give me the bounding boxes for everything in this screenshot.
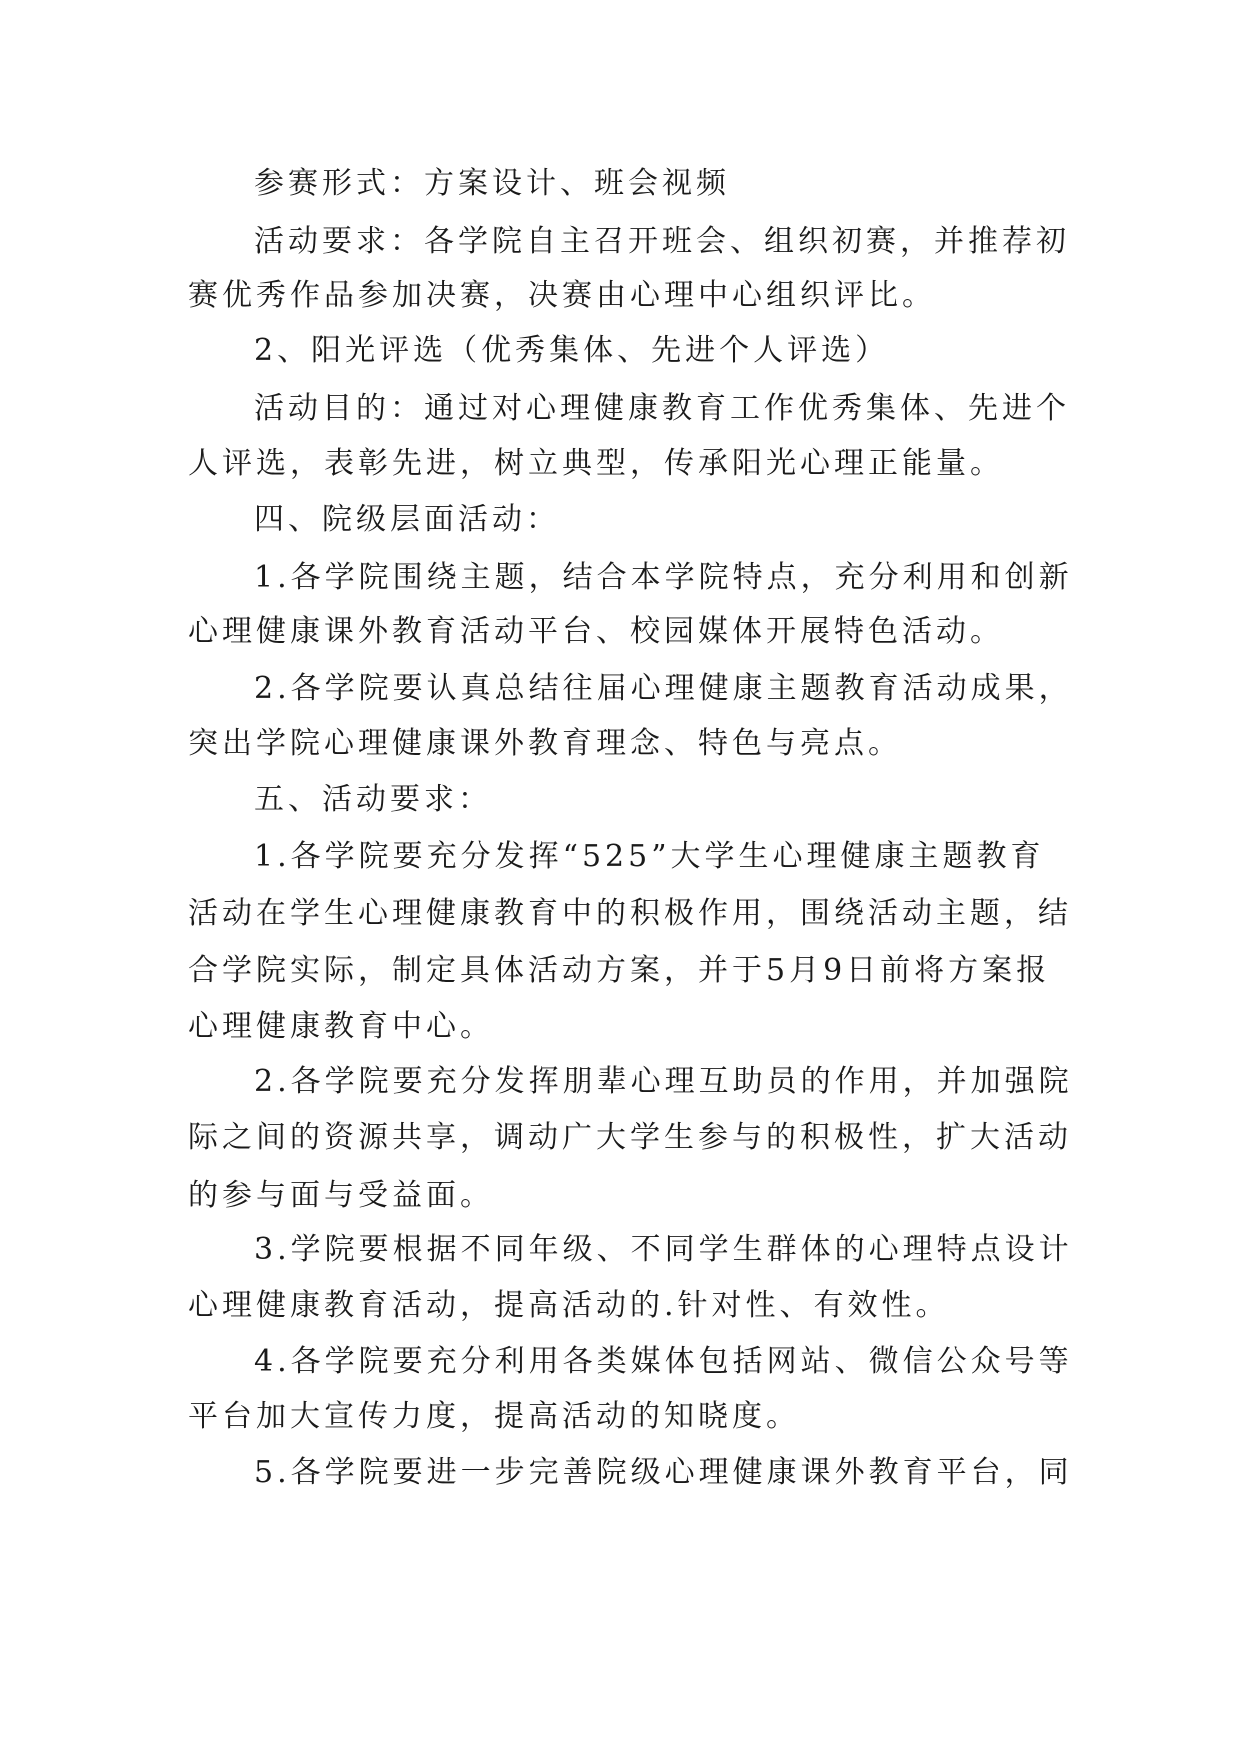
text-line: 突出学院心理健康课外教育理念、特色与亮点。 [188, 726, 902, 761]
text-line: 合学院实际，制定具体活动方案，并于5月9日前将方案报 [188, 953, 1051, 988]
text-line: 四、院级层面活动： [254, 502, 560, 537]
text-line: 活动在学生心理健康教育中的积极作用，围绕活动主题，结 [188, 896, 1072, 931]
text-line: 2.各学院要充分发挥朋辈心理互助员的作用，并加强院 [254, 1064, 1073, 1099]
text-line: 际之间的资源共享，调动广大学生参与的积极性，扩大活动 [188, 1120, 1072, 1155]
text-line: 4.各学院要充分利用各类媒体包括网站、微信公众号等 [254, 1344, 1073, 1379]
text-line: 1.各学院围绕主题，结合本学院特点，充分利用和创新 [254, 560, 1073, 595]
text-line: 心理健康教育中心。 [188, 1009, 494, 1044]
text-line: 参赛形式：方案设计、班会视频 [254, 166, 730, 201]
text-line: 的参与面与受益面。 [188, 1178, 494, 1213]
text-line: 心理健康教育活动，提高活动的.针对性、有效性。 [188, 1288, 950, 1323]
text-line: 2.各学院要认真总结往届心理健康主题教育活动成果， [254, 671, 1073, 706]
text-line: 1.各学院要充分发挥“525”大学生心理健康主题教育 [254, 839, 1045, 874]
text-line: 平台加大宣传力度，提高活动的知晓度。 [188, 1399, 800, 1434]
text-line: 人评选，表彰先进，树立典型，传承阳光心理正能量。 [188, 446, 1004, 481]
text-line: 5.各学院要进一步完善院级心理健康课外教育平台，同 [254, 1455, 1073, 1490]
text-line: 活动目的：通过对心理健康教育工作优秀集体、先进个 [254, 391, 1070, 426]
text-line: 五、活动要求： [254, 782, 492, 817]
text-line: 3.学院要根据不同年级、不同学生群体的心理特点设计 [254, 1232, 1073, 1267]
text-line: 2、阳光评选（优秀集体、先进个人评选） [254, 333, 890, 368]
text-line: 赛优秀作品参加决赛，决赛由心理中心组织评比。 [188, 278, 936, 313]
text-line: 活动要求：各学院自主召开班会、组织初赛，并推荐初 [254, 224, 1070, 259]
text-line: 心理健康课外教育活动平台、校园媒体开展特色活动。 [188, 614, 1004, 649]
